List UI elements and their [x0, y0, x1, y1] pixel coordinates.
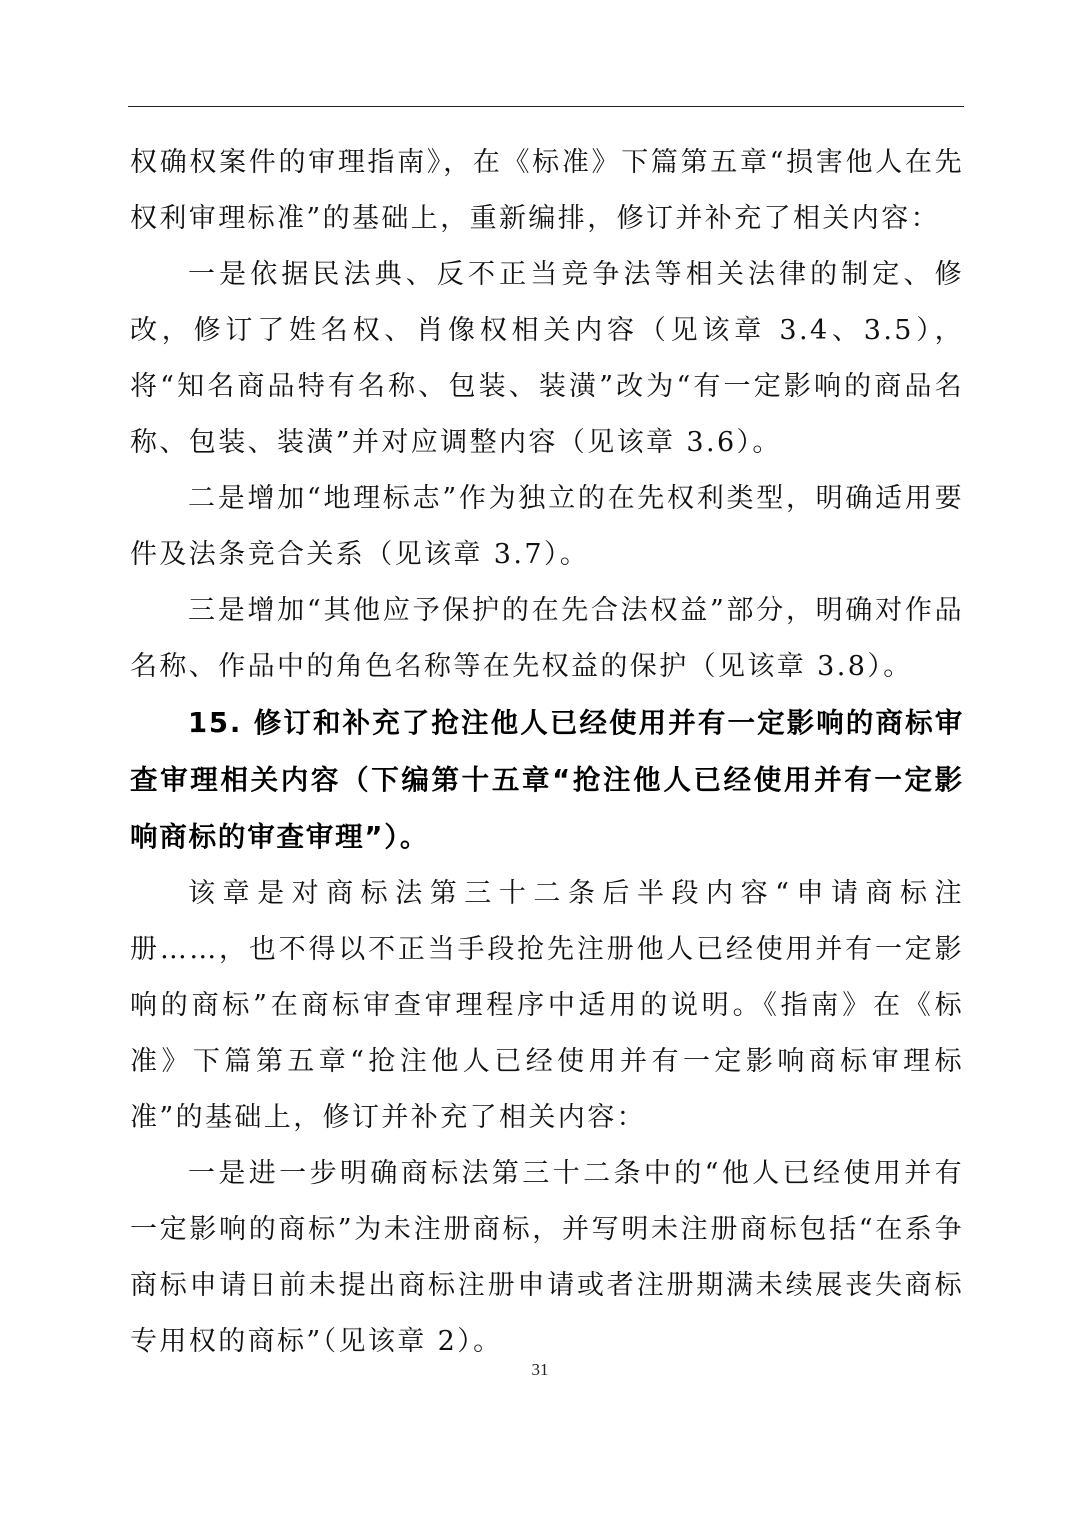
paragraph-item-one: 一是依据民法典、反不正当竞争法等相关法律的制定、修改，修订了姓名权、肖像权相关内容（见该章 3.4、3.5），将“知名商品特有名称、包装、装潢”改为“有一定影响的商品名称、包装、装潢”并对应调整内容（见该章 3.6）。 [130, 259, 964, 458]
page-content [130, 135, 964, 1370]
section-intro-paragraph: 该章是对商标法第三十二条后半段内容“申请商标注册……，也不得以不正当手段抢先注册他人已经使用并有一定影响的商标”在商标审查审理程序中适用的说明。《指南》在《标准》下篇第五章“抢注他人已经使用并有一定影响商标审理标准”的基础上，修订并补充了相关内容： [130, 878, 964, 1133]
paragraph-item-two: 二是增加“地理标志”作为独立的在先权利类型，明确适用要件及法条竞合关系（见该章 3.7）。 [130, 483, 964, 570]
header-rule [128, 106, 964, 107]
section-heading-15: 15. 修订和补充了抢注他人已经使用并有一定影响的商标审查审理相关内容（下编第十五章“抢注他人已经使用并有一定影响商标的审查审理”）。 [130, 707, 964, 853]
page-number: 31 [531, 1360, 549, 1379]
paragraph-continuation: 权确权案件的审理指南》，在《标准》下篇第五章“损害他人在先权利审理标准”的基础上，重新编排，修订并补充了相关内容： [130, 147, 964, 234]
paragraph-item-three: 三是增加“其他应予保护的在先合法权益”部分，明确对作品名称、作品中的角色名称等在先权益的保护（见该章 3.8）。 [130, 595, 964, 682]
section-item-one: 一是进一步明确商标法第三十二条中的“他人已经使用并有一定影响的商标”为未注册商标，并写明未注册商标包括“在系争商标申请日前未提出商标注册申请或者注册期满未续展丧失商标专用权的商标”（见该章 2）。 [130, 1158, 964, 1357]
